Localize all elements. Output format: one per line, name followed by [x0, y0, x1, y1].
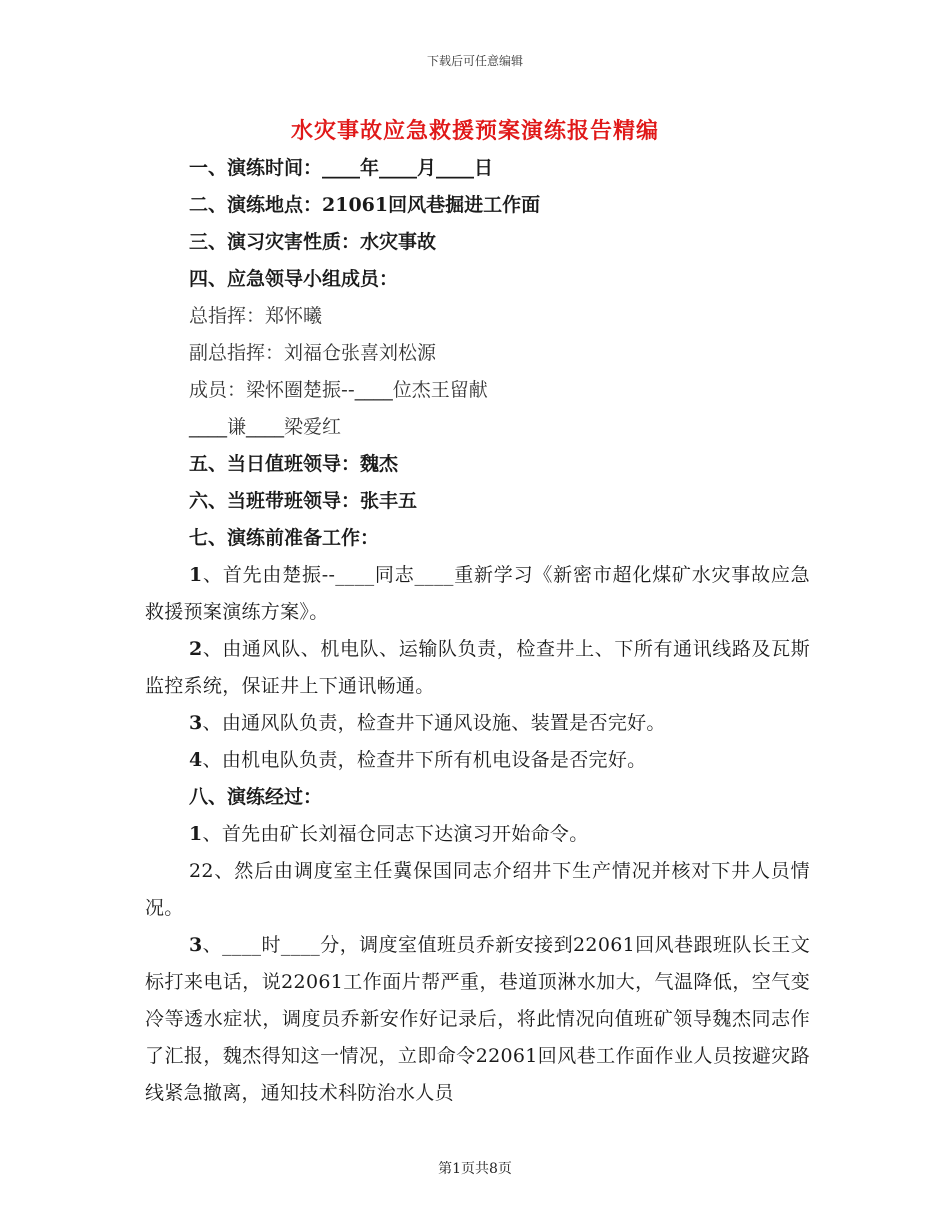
- vice-commander: 副总指挥：刘福仓张喜刘松源: [189, 342, 437, 364]
- commander: 总指挥：郑怀曦: [189, 305, 323, 327]
- prep-item: 4、由机电队负责，检查井下所有机电设备是否完好。: [189, 749, 647, 771]
- prep-item: 2、由通风队、机电队、运输队负责，检查井上、下所有通讯线路及瓦斯监控系统，保证井上下通讯畅通。: [145, 638, 810, 697]
- members-line-2: ____谦____梁爱红: [189, 416, 342, 438]
- drill-place: 二、演练地点：21061回风巷掘进工作面: [189, 194, 541, 216]
- members-line-1: 成员：梁怀圈楚振--____位杰王留献: [189, 379, 488, 401]
- page-footer: 第1页共8页: [438, 1161, 512, 1177]
- drill-time: 一、演练时间：____年____月____日: [189, 157, 494, 179]
- prep-item: 1、首先由楚振--____同志____重新学习《新密市超化煤矿水灾事故应急救援预案演练方案》。: [145, 564, 810, 623]
- leaders-heading: 四、应急领导小组成员：: [189, 268, 399, 290]
- header-note: 下载后可任意编辑: [426, 54, 523, 68]
- drill-heading: 八、演练经过：: [189, 786, 323, 808]
- duty-leader: 五、当日值班领导：魏杰: [189, 453, 399, 475]
- document-body: [145, 150, 810, 1112]
- drill-item: 22、然后由调度室主任冀保国同志介绍井下生产情况并核对下井人员情况。: [145, 860, 810, 919]
- document-title: 水灾事故应急救援预案演练报告精编: [290, 118, 659, 144]
- drill-item: 1、首先由矿长刘福仓同志下达演习开始命令。: [189, 823, 589, 845]
- prep-heading: 七、演练前准备工作：: [189, 527, 380, 549]
- shift-leader: 六、当班带班领导：张丰五: [189, 490, 418, 512]
- disaster-nature: 三、演习灾害性质：水灾事故: [189, 231, 437, 253]
- prep-item: 3、由通风队负责，检查井下通风设施、装置是否完好。: [189, 712, 666, 734]
- drill-item: 3、____时____分，调度室值班员乔新安接到22061回风巷跟班队长王文标打来电话，说22061工作面片帮严重，巷道顶淋水加大，气温降低，空气变冷等透水症状，调度员乔新安作好记录后，将此情况向值班矿领导魏杰同志作了汇报，魏杰得知这一情况，立即命令22061回风巷工作面作业人员按避灾路线紧急撤离，通知技术科防治水人员: [145, 934, 810, 1104]
